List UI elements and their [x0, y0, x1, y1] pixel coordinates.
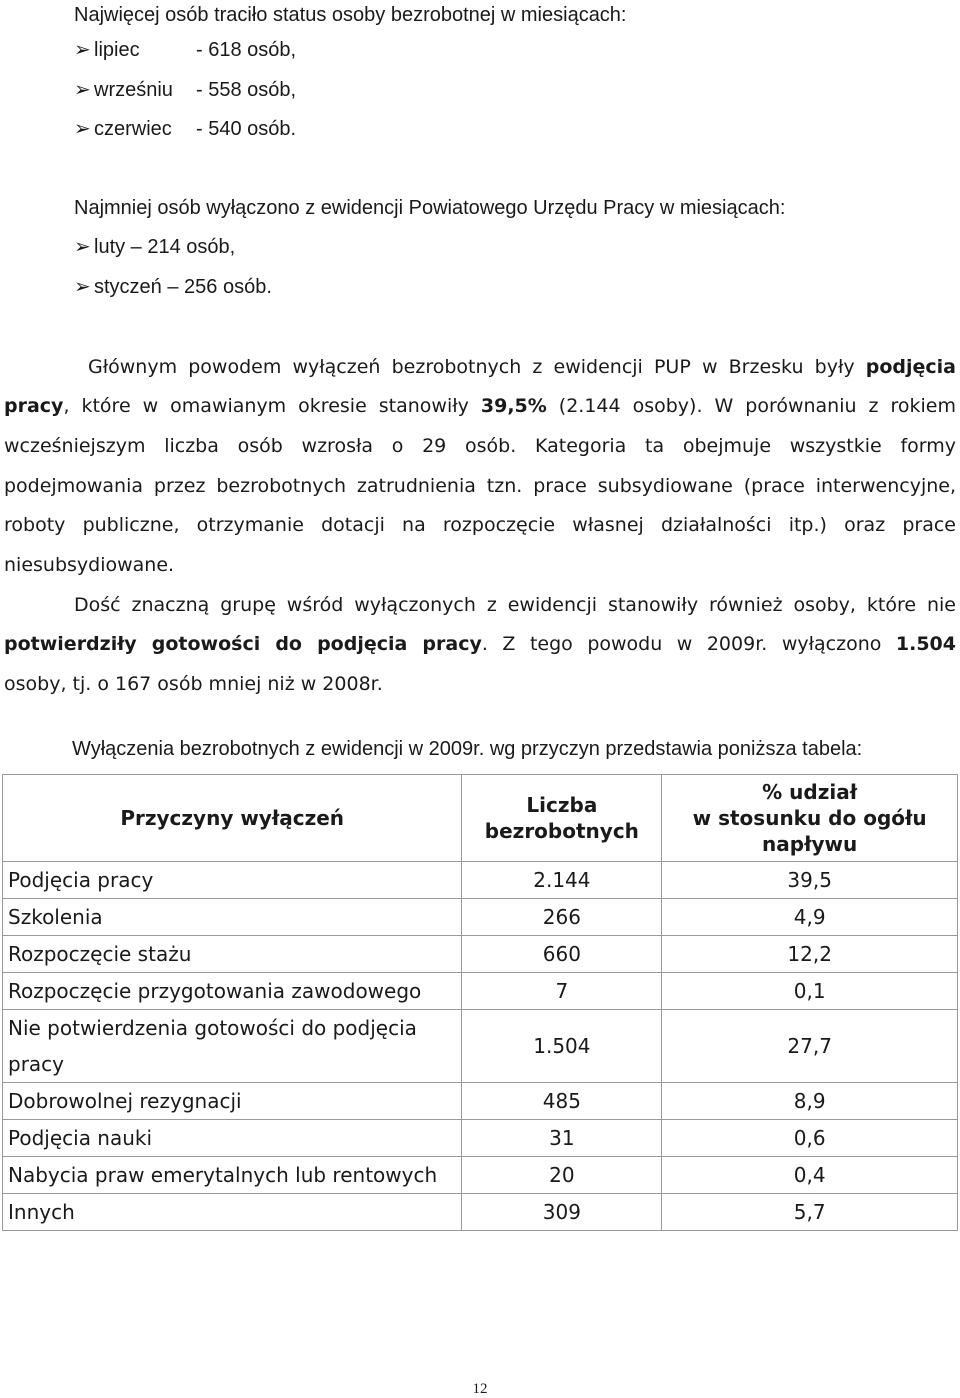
table-row: Nie potwierdzenia gotowości do podjęcia pracy 1.504 27,7 [3, 1010, 958, 1083]
table-intro: Wyłączenia bezrobotnych z ewidencji w 2009r. wg przyczyn przedstawia poniższa tabela: [72, 738, 863, 760]
para1-line: pracy, które w omawianym okresie stanowiły 39,5% (2.144 osoby). W porównaniu z rokiem [4, 395, 956, 417]
arrow-bullet-icon: ➢ [74, 39, 91, 61]
list-item: ➢ luty – 214 osób, [74, 236, 236, 258]
table-row: Podjęcia nauki 31 0,6 [3, 1120, 958, 1157]
exclusions-table [2, 774, 958, 1231]
table-row: Szkolenia 266 4,9 [3, 899, 958, 936]
page-number: 12 [472, 1381, 488, 1397]
table-header-row [3, 775, 958, 862]
para1-line: niesubsydiowane. [4, 554, 175, 576]
para2-line: potwierdziły gotowości do podjęcia pracy. Z tego powodu w 2009r. wyłączono 1.504 [4, 633, 956, 655]
table-row: Nabycia praw emerytalnych lub rentowych 20 0,4 [3, 1157, 958, 1194]
para2-line: osoby, tj. o 167 osób mniej niż w 2008r. [4, 673, 383, 695]
arrow-bullet-icon: ➢ [74, 118, 91, 140]
least-heading: Najmniej osób wyłączono z ewidencji Powiatowego Urzędu Pracy w miesiącach: [74, 197, 786, 219]
list-item: ➢ styczeń – 256 osób. [74, 276, 272, 298]
table-row: Rozpoczęcie stażu 660 12,2 [3, 936, 958, 973]
header-count: Liczba bezrobotnych [462, 775, 662, 862]
para1-line: wcześniejszym liczba osób wzrosła o 29 osób. Kategoria ta obejmuje wszystkie formy [4, 435, 956, 457]
table-row: Rozpoczęcie przygotowania zawodowego 7 0,1 [3, 973, 958, 1010]
header-reasons: Przyczyny wyłączeń [3, 775, 462, 862]
list-item: ➢ lipiec - 618 osób, [74, 39, 297, 61]
arrow-bullet-icon: ➢ [74, 276, 91, 298]
header-share: % udział w stosunku do ogółu napływu [662, 775, 958, 862]
arrow-bullet-icon: ➢ [74, 79, 91, 101]
table-row: Podjęcia pracy 2.144 39,5 [3, 862, 958, 899]
table-row: Dobrowolnej rezygnacji 485 8,9 [3, 1083, 958, 1120]
list-item: ➢ czerwiec - 540 osób. [74, 118, 297, 140]
para1-line: podejmowania przez bezrobotnych zatrudnienia tzn. prace subsydiowane (prace interwencyjne, [4, 475, 956, 497]
list-item: ➢ wrześniu - 558 osób, [74, 79, 297, 101]
para2-line: Dość znaczną grupę wśród wyłączonych z ewidencji stanowiły również osoby, które nie [74, 594, 956, 616]
arrow-bullet-icon: ➢ [74, 236, 91, 258]
most-heading: Najwięcej osób traciło status osoby bezrobotnej w miesiącach: [74, 4, 627, 26]
para1-line: roboty publiczne, otrzymanie dotacji na rozpoczęcie własnej działalności itp.) oraz prace [4, 514, 956, 536]
table-row: Innych 309 5,7 [3, 1194, 958, 1231]
para1-line: Głównym powodem wyłączeń bezrobotnych z ewidencji PUP w Brzesku były podjęcia [88, 356, 956, 378]
